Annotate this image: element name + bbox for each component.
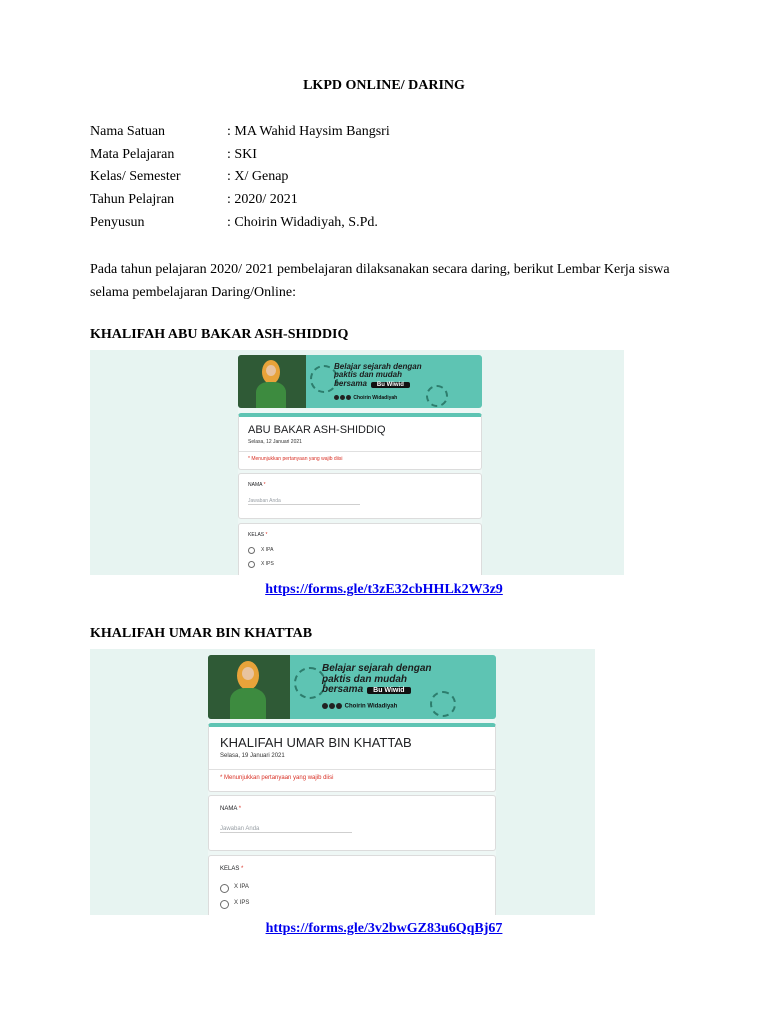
flower-decoration-icon (430, 691, 456, 717)
class-question-card (208, 855, 496, 915)
banner-tag: Bu Wiwid (367, 687, 410, 694)
section-heading-umar: KHALIFAH UMAR BIN KHATTAB (90, 626, 313, 641)
social-icons: Choirin Widadiyah (334, 395, 397, 401)
name-label: NAMA * (220, 806, 242, 812)
name-question-card (238, 473, 482, 519)
meta-label: Mata Pelajaran (90, 147, 175, 162)
facebook-icon (340, 395, 345, 400)
name-label: NAMA * (248, 482, 266, 488)
meta-row-tahun (90, 191, 298, 209)
meta-row-kelas (90, 168, 288, 186)
teacher-photo (208, 655, 290, 719)
meta-row-satuan (90, 123, 390, 141)
form-title: KHALIFAH UMAR BIN KHATTAB (220, 735, 412, 750)
facebook-icon (329, 703, 335, 709)
instagram-icon (334, 395, 339, 400)
form-title: ABU BAKAR ASH-SHIDDIQ (248, 424, 386, 436)
form-link-umar[interactable]: https://forms.gle/3v2bwGZ83u6QqBj67 (265, 921, 503, 936)
banner-text: Belajar sejarah dengan paktis dan mudah bersama Bu Wiwid (334, 362, 422, 388)
option-label: X IPA (234, 884, 249, 890)
divider (209, 769, 495, 770)
youtube-icon (336, 703, 342, 709)
form-banner (238, 355, 482, 408)
section-heading-abu-bakar: KHALIFAH ABU BAKAR ASH-SHIDDIQ (90, 327, 349, 342)
form-link-abu-bakar[interactable]: https://forms.gle/t3zE32cbHHLk2W3z9 (265, 582, 503, 597)
class-label: KELAS * (248, 532, 268, 538)
divider (239, 451, 481, 452)
class-question-card (238, 523, 482, 575)
flower-decoration-icon (426, 385, 448, 407)
meta-value: : MA Wahid Haysim Bangsri (227, 124, 390, 139)
name-question-card (208, 795, 496, 851)
social-icons: Choirin Widadiyah (322, 703, 397, 710)
google-form (238, 355, 482, 575)
document-title: LKPD ONLINE/ DARING (303, 78, 465, 93)
meta-row-penyusun (90, 214, 378, 232)
meta-value: : X/ Genap (227, 169, 289, 184)
meta-label: Tahun Pelajran (90, 192, 175, 207)
google-form (208, 655, 496, 915)
banner-tag: Bu Wiwid (371, 382, 410, 388)
meta-value: : 2020/ 2021 (227, 192, 298, 207)
radio-x-ips[interactable] (248, 561, 255, 568)
class-label: KELAS * (220, 866, 244, 872)
teacher-photo (238, 355, 306, 408)
radio-x-ips[interactable] (220, 900, 229, 909)
instagram-icon (322, 703, 328, 709)
meta-label: Nama Satuan (90, 124, 166, 139)
banner-text: Belajar sejarah dengan paktis dan mudah bersama Bu Wiwid (322, 663, 432, 695)
form-screenshot-abu-bakar (90, 350, 624, 575)
form-header-card (208, 723, 496, 792)
intro-paragraph: Pada tahun pelajaran 2020/ 2021 pembelajaran dilaksanakan secara daring, berikut Lembar Kerja siswa selama pembelajaran Daring/Online: (90, 262, 670, 300)
required-note: * Menunjukkan pertanyaan yang wajib diisi (220, 775, 334, 781)
radio-x-ipa[interactable] (248, 547, 255, 554)
option-label: X IPS (261, 561, 274, 567)
youtube-icon (346, 395, 351, 400)
meta-row-mapel (90, 146, 257, 164)
option-label: X IPS (234, 900, 250, 906)
name-input[interactable]: Jawaban Anda (248, 498, 360, 505)
form-date: Selasa, 12 Januari 2021 (248, 439, 302, 445)
form-header-card (238, 413, 482, 470)
form-date: Selasa, 19 Januari 2021 (220, 753, 285, 759)
meta-label: Kelas/ Semester (90, 169, 181, 184)
radio-x-ipa[interactable] (220, 884, 229, 893)
form-banner (208, 655, 496, 719)
name-input[interactable]: Jawaban Anda (220, 826, 352, 833)
meta-label: Penyusun (90, 215, 145, 230)
required-note: * Menunjukkan pertanyaan yang wajib diisi (248, 456, 343, 462)
meta-value: : Choirin Widadiyah, S.Pd. (227, 215, 378, 230)
meta-value: : SKI (227, 147, 257, 162)
form-screenshot-umar (90, 649, 595, 915)
option-label: X IPA (261, 547, 274, 553)
